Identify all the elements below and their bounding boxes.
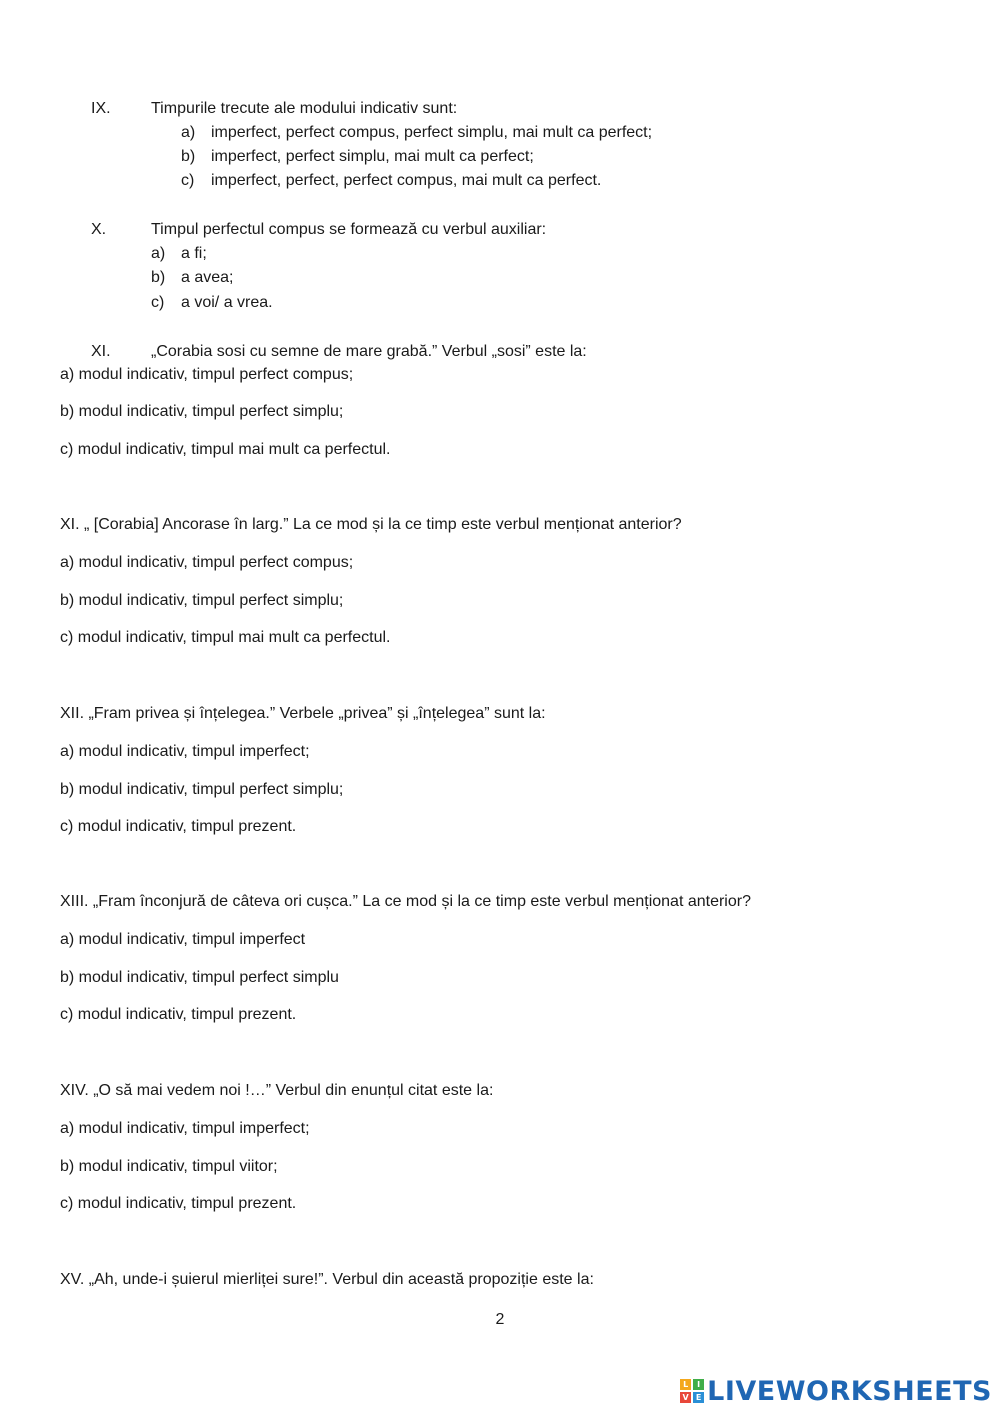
- q9-number: IX.: [91, 100, 111, 117]
- q11b-option-a: a) modul indicativ, timpul perfect compus;: [60, 554, 354, 571]
- logo-blocks-icon: [680, 1379, 704, 1403]
- page-number: 2: [495, 1311, 505, 1328]
- q10-option-c-text: a voi/ a vrea.: [181, 294, 273, 311]
- q11b-question: XI. „ [Corabia] Ancorase în larg.” La ce mod și la ce timp este verbul menționat anterior?: [60, 516, 682, 533]
- q13-option-a: a) modul indicativ, timpul imperfect: [60, 931, 306, 948]
- q11-option-c: c) modul indicativ, timpul mai mult ca perfectul.: [60, 441, 391, 458]
- q10-question: Timpul perfectul compus se formează cu verbul auxiliar:: [151, 221, 547, 238]
- q10-option-a-text: a fi;: [181, 245, 207, 262]
- q11-option-b: b) modul indicativ, timpul perfect simplu;: [60, 403, 344, 420]
- q10-option-b-text: a avea;: [181, 269, 234, 286]
- q12-option-a: a) modul indicativ, timpul imperfect;: [60, 743, 310, 760]
- q11-option-a: a) modul indicativ, timpul perfect compus;: [60, 366, 354, 383]
- q11-question: „Corabia sosi cu semne de mare grabă.” Verbul „sosi” este la:: [151, 343, 587, 360]
- q11b-option-c: c) modul indicativ, timpul mai mult ca perfectul.: [60, 629, 391, 646]
- q9-option-b-letter: b): [181, 148, 196, 165]
- q9-question: Timpurile trecute ale modului indicativ sunt:: [151, 100, 458, 117]
- q12-option-c: c) modul indicativ, timpul prezent.: [60, 818, 297, 835]
- q11b-option-b: b) modul indicativ, timpul perfect simplu;: [60, 592, 344, 609]
- q14-option-a: a) modul indicativ, timpul imperfect;: [60, 1120, 310, 1137]
- q10-option-b-letter: b): [151, 269, 166, 286]
- logo-text: LIVEWORKSHEETS: [707, 1375, 992, 1407]
- q9-option-c-text: imperfect, perfect, perfect compus, mai mult ca perfect.: [211, 172, 602, 189]
- logo-block-v: V: [680, 1392, 691, 1403]
- q15-question: XV. „Ah, unde-i șuierul mierliței sure!”. Verbul din această propoziție este la:: [60, 1271, 594, 1288]
- q14-option-c: c) modul indicativ, timpul prezent.: [60, 1195, 297, 1212]
- logo-block-l: L: [680, 1379, 691, 1390]
- q9-option-a-text: imperfect, perfect compus, perfect simplu, mai mult ca perfect;: [211, 124, 653, 141]
- q9-option-a-letter: a): [181, 124, 196, 141]
- liveworksheets-logo[interactable]: [680, 1373, 992, 1409]
- q13-option-c: c) modul indicativ, timpul prezent.: [60, 1006, 297, 1023]
- q11-number: XI.: [91, 343, 111, 360]
- q12-option-b: b) modul indicativ, timpul perfect simplu;: [60, 781, 344, 798]
- q10-number: X.: [91, 221, 107, 238]
- logo-block-i: I: [693, 1379, 704, 1390]
- q9-option-c-letter: c): [181, 172, 195, 189]
- q10-option-a-letter: a): [151, 245, 166, 262]
- q14-option-b: b) modul indicativ, timpul viitor;: [60, 1158, 278, 1175]
- q9-option-b-text: imperfect, perfect simplu, mai mult ca perfect;: [211, 148, 534, 165]
- q13-question: XIII. „Fram înconjură de câteva ori cușca.” La ce mod și la ce timp este verbul menționat anterior?: [60, 893, 751, 910]
- q12-question: XII. „Fram privea și înțelegea.” Verbele „privea” și „înțelegea” sunt la:: [60, 705, 546, 722]
- q10-option-c-letter: c): [151, 294, 165, 311]
- q13-option-b: b) modul indicativ, timpul perfect simplu: [60, 969, 339, 986]
- q14-question: XIV. „O să mai vedem noi !…” Verbul din enunțul citat este la:: [60, 1082, 494, 1099]
- logo-block-e: E: [693, 1392, 704, 1403]
